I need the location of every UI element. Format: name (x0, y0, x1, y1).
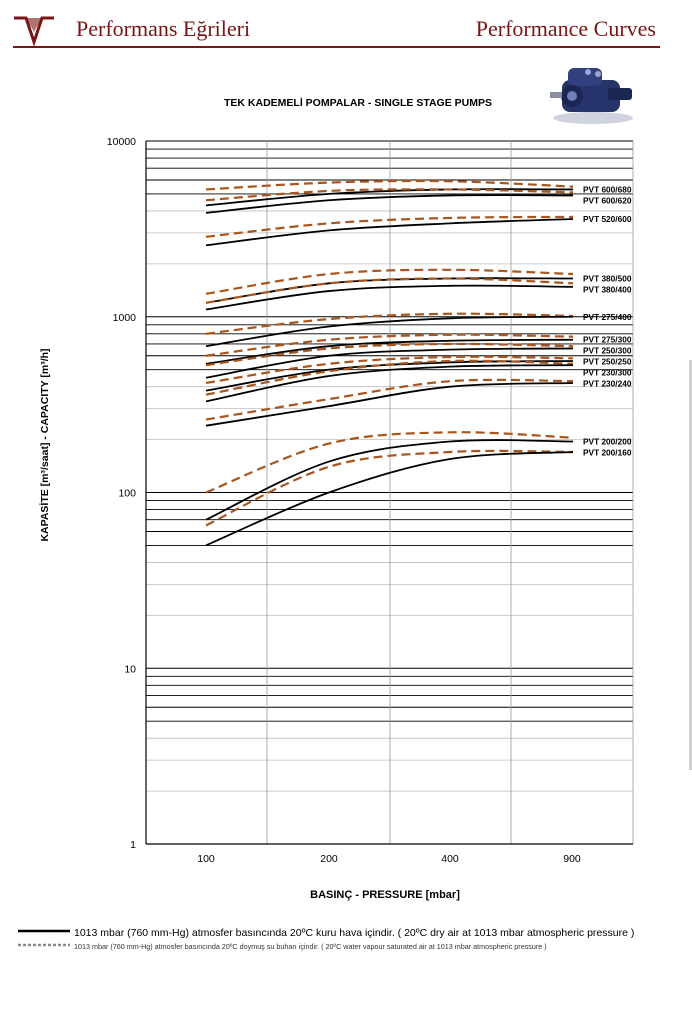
legend-dashed-text: 1013 mbar (760 mm-Hg) atmosfer basıncında 20ºC doymuş su buharı içindir. ( 20ºC water vapour saturated air at 1013 mbar atmospheric pressure ) (74, 942, 547, 951)
series-solid-line (206, 286, 573, 310)
series-dashed-line (206, 270, 573, 294)
series-label: PVT 200/200 (583, 436, 632, 447)
y-tick-label: 1000 (112, 311, 136, 324)
series-label: PVT 380/400 (583, 284, 632, 295)
series-solid-line (206, 195, 573, 213)
series-label: PVT 275/400 (583, 311, 632, 322)
series-dashed-line (206, 181, 573, 189)
series-label: PVT 275/300 (583, 334, 632, 345)
header-title-en: Performance Curves (475, 16, 656, 41)
series-solid-line (206, 219, 573, 245)
series-label-layer (583, 184, 632, 457)
y-tick-label: 10000 (106, 136, 136, 148)
series-solid-line (206, 278, 573, 303)
series-dashed-line (206, 451, 573, 525)
series-label: PVT 380/500 (583, 273, 632, 284)
series-label: PVT 250/250 (583, 356, 632, 367)
y-tick-label: 1 (130, 839, 136, 851)
series-dashed-line (206, 432, 573, 492)
y-axis-title: KAPASİTE [m³/saat] - CAPACITY [m³/h] (39, 348, 51, 542)
legend-swatches (16, 924, 72, 950)
series-label: PVT 200/160 (583, 447, 632, 458)
series-label: PVT 230/240 (583, 378, 632, 389)
series-label: PVT 230/300 (583, 367, 632, 378)
y-tick-label: 100 (118, 487, 136, 500)
series-label: PVT 600/620 (583, 195, 632, 206)
x-axis-title: BASINÇ - PRESSURE [mbar] (310, 889, 460, 901)
x-tick-label: 900 (563, 853, 581, 865)
series-label: PVT 600/680 (583, 184, 632, 195)
series-layer (206, 181, 573, 545)
y-tick-label: 10 (124, 663, 136, 676)
header-title-tr: Performans Eğrileri (76, 16, 251, 41)
chart-title: TEK KADEMELİ POMPALAR - SINGLE STAGE PUMPS (224, 97, 492, 109)
x-tick-label: 200 (320, 853, 338, 865)
x-tick-label: 100 (197, 853, 215, 865)
series-dashed-line (206, 279, 573, 303)
grid-layer (146, 141, 633, 844)
series-dashed-line (206, 380, 573, 420)
series-label: PVT 250/300 (583, 345, 632, 356)
series-label: PVT 520/600 (583, 213, 632, 224)
legend-solid-text: 1013 mbar (760 mm-Hg) atmosfer basıncında 20ºC kuru hava içindir. ( 20ºC dry air at 1013 mbar atmospheric pressure ) (74, 927, 635, 939)
x-tick-label: 400 (441, 853, 459, 865)
series-solid-line (206, 348, 573, 377)
